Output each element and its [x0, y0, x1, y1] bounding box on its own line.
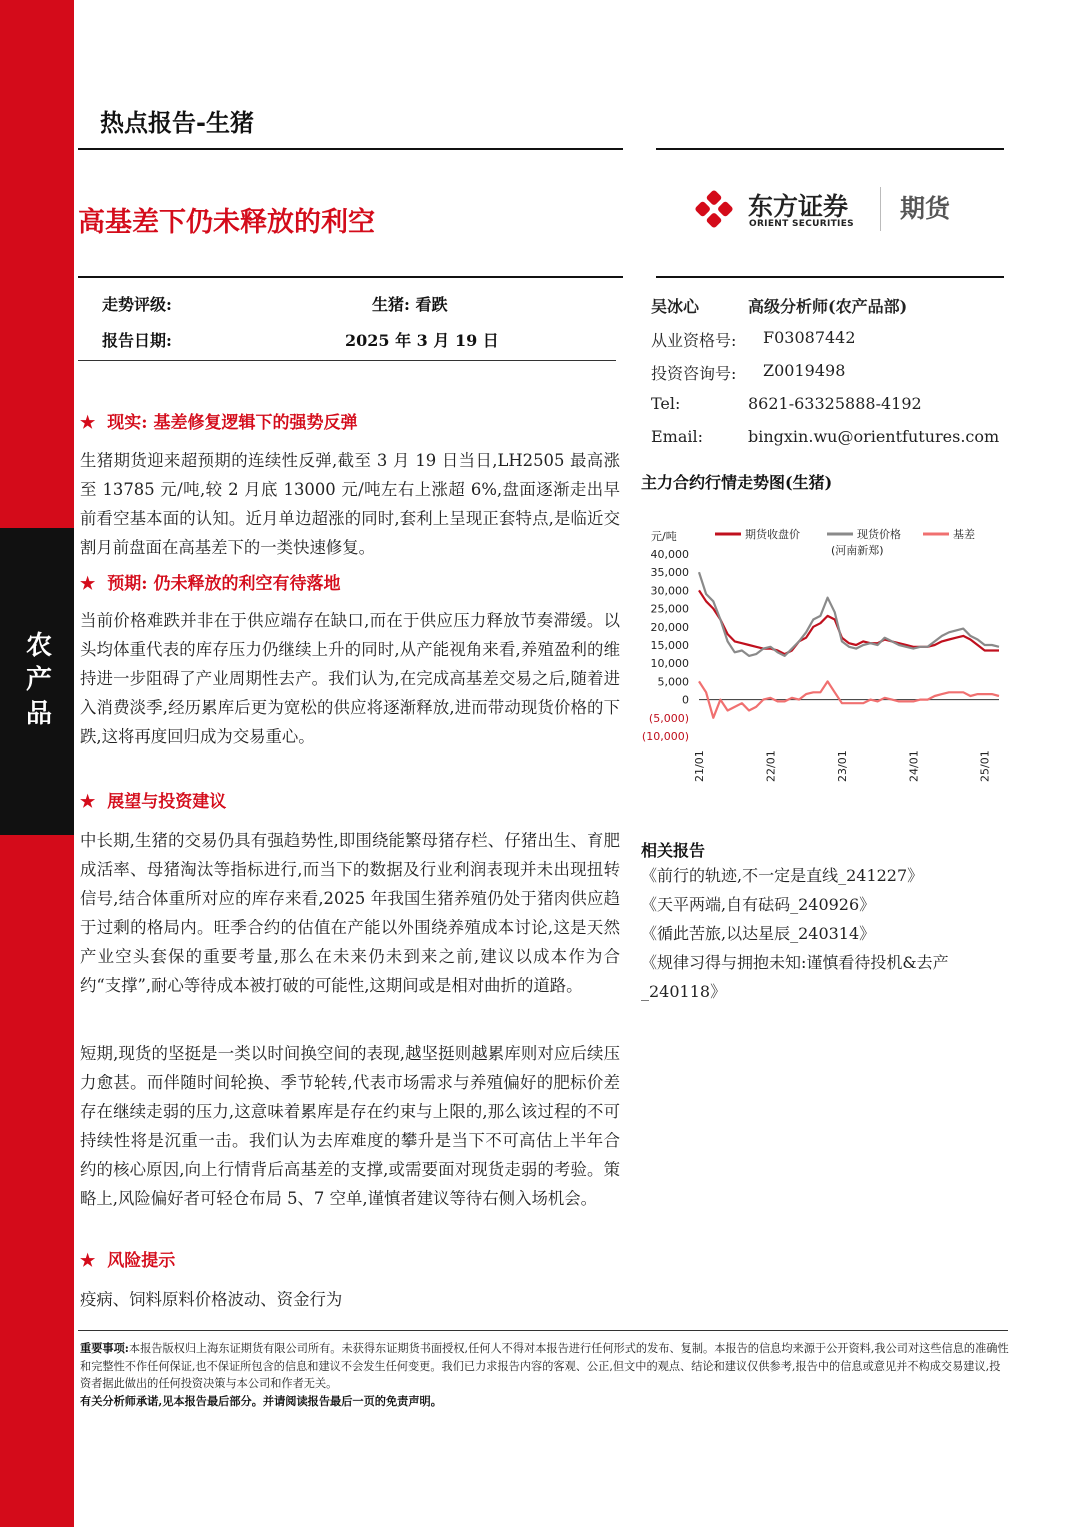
meta-rule-top-left	[78, 276, 623, 278]
consult-value: Z0019498	[763, 361, 846, 380]
y-tick-label: 5,000	[657, 675, 689, 689]
logo-mark-icon	[690, 185, 738, 233]
star-icon: ★	[80, 1251, 96, 1271]
star-icon: ★	[80, 574, 96, 594]
category-label: 农产品	[21, 630, 52, 733]
series-line-期货收盘价	[699, 590, 999, 654]
disclaimer-label: 重要事项:	[80, 1341, 129, 1355]
x-tick-label: 23/01	[835, 750, 849, 782]
related-report-1[interactable]: 《前行的轨迹,不一定是直线_241227》	[641, 866, 924, 885]
section-expectation-title: ★ 预期: 仍未释放的利空有待落地	[80, 574, 341, 594]
date-value: 2025 年 3 月 19 日	[345, 331, 499, 350]
section-risk-title: ★ 风险提示	[80, 1251, 176, 1271]
chart-caption: 主力合约行情走势图(生猪)	[641, 473, 833, 492]
section-reality-title: ★ 现实: 基差修复逻辑下的强势反弹	[80, 413, 358, 433]
tel-value: 8621-63325888-4192	[748, 394, 922, 413]
license-value: F03087442	[763, 328, 856, 347]
y-tick-label: 30,000	[650, 584, 689, 598]
chart-unit: 元/吨	[651, 530, 677, 543]
related-report-4[interactable]: 《规律习得与拥抱未知:谨慎看待投机&去产_240118》	[641, 953, 949, 1001]
y-tick-label: 10,000	[650, 657, 689, 671]
tel-label: Tel:	[651, 394, 681, 413]
rating-label: 走势评级:	[102, 295, 172, 314]
legend-label: 基差	[953, 528, 975, 541]
y-tick-label: (5,000)	[648, 711, 689, 725]
disclaimer-text: 本报告版权归上海东证期货有限公司所有。未获得东证期货书面授权,任何人不得对本报告进行任何形式的发布、复制。本报告的信息均来源于公开资料,我公司对这些信息的准确性和完整性不作任何保证,也不保证所包含的信息和建议不会发生任何变更。我们已力求报告内容的客观、公正,但文中的观点、结论和建议仅供参考,报告中的信息或意见并不构成交易建议,投资者据此做出的任何投资决策与本公司和作者无关。	[80, 1342, 1009, 1390]
meta-rule-top-right	[656, 276, 1004, 278]
y-tick-label: 25,000	[650, 602, 689, 616]
meta-rule-bottom	[78, 360, 616, 361]
related-heading: 相关报告	[641, 841, 706, 860]
y-tick-label: 40,000	[650, 548, 689, 561]
section-risk-text: 疫病、饲料原料价格波动、资金行为	[80, 1290, 343, 1309]
y-tick-label: 0	[682, 693, 689, 707]
consult-label: 投资咨询号:	[651, 364, 737, 383]
analyst-name: 吴冰心	[651, 297, 700, 316]
report-topic: 热点报告-生猪	[100, 109, 254, 137]
section-outlook-text-1: 中长期,生猪的交易仍具有强趋势性,即围绕能繁母猪存栏、仔猪出生、育肥成活率、母猪淘汰等指标进行,而当下的数据及行业利润表现并未出现扭转信号,结合体重所对应的库存来看,2025 年我国生猪养殖仍处于猪肉供应趋于过剩的格局内。旺季合约的估值在产能以外围绕养殖成本讨论,这是天然产业空头套保的重要考量,那么在未来仍未到来之前,建议以成本作为合约“支撑”,耐心等待成本被打破的可能性,这期间或是相对曲折的道路。	[80, 831, 620, 995]
y-tick-label: 15,000	[650, 639, 689, 652]
section-outlook-title: ★ 展望与投资建议	[80, 792, 227, 812]
header-rule-left	[78, 148, 623, 150]
analyst-title: 高级分析师(农产品部)	[748, 297, 908, 316]
y-tick-label: 35,000	[650, 566, 689, 580]
star-icon: ★	[80, 792, 96, 812]
x-tick-label: 24/01	[907, 750, 921, 782]
disclaimer	[80, 1340, 1010, 1410]
related-report-2[interactable]: 《天平两端,自有砝码_240926》	[641, 895, 876, 914]
star-icon: ★	[80, 413, 96, 433]
logo-divider	[880, 187, 881, 231]
legend-label: 现货价格	[857, 528, 901, 541]
section-outlook-text-2: 短期,现货的坚挺是一类以时间换空间的表现,越坚挺则越累库则对应后续压力愈甚。而伴随时间轮换、季节轮转,代表市场需求与养殖偏好的肥标价差存在继续走弱的压力,这意味着累库是存在约束与上限的,那么该过程的不可持续性将是沉重一击。我们认为去库难度的攀升是当下不可高估上半年合约的核心原因,向上行情背后高基差的支撑,或需要面对现货走弱的考验。策略上,风险偏好者可轻仓布局 5、7 空单,谨慎者建议等待右侧入场机会。	[80, 1044, 620, 1208]
footer-rule	[78, 1330, 1008, 1331]
y-tick-label: 20,000	[650, 620, 689, 634]
price-chart	[641, 518, 1011, 798]
legend-note: (河南新郑)	[831, 544, 884, 557]
company-logo	[690, 185, 990, 235]
page-title: 高基差下仍未释放的利空	[78, 207, 375, 238]
category-tab	[0, 528, 74, 835]
email-value[interactable]: bingxin.wu@orientfutures.com	[748, 427, 1000, 446]
email-label: Email:	[651, 427, 704, 446]
x-tick-label: 25/01	[978, 750, 992, 782]
license-label: 从业资格号:	[651, 331, 737, 350]
x-tick-label: 21/01	[693, 750, 706, 782]
x-tick-label: 22/01	[764, 750, 778, 782]
disclaimer-note: 有关分析师承诺,见本报告最后部分。并请阅读报告最后一页的免责声明。	[80, 1393, 442, 1408]
y-tick-label: (10,000)	[641, 730, 689, 743]
legend-label: 期货收盘价	[745, 528, 800, 541]
related-report-3[interactable]: 《循此苦旅,以达星辰_240314》	[641, 924, 876, 943]
logo-name-cn: 东方证券	[748, 192, 849, 221]
rating-value: 生猪: 看跌	[372, 295, 448, 314]
section-expectation-text: 当前价格难跌并非在于供应端存在缺口,而在于供应压力释放节奏滞缓。以头均体重代表的库存压力仍继续上升的同时,从产能视角来看,养殖盈利的维持进一步阻碍了产业周期性去产。我们认为,在完成高基差交易之后,随着进入消费淡季,经历累库后更为宽松的供应将逐渐释放,进而带动现货价格的下跌,这将再度回归成为交易重心。	[80, 611, 620, 746]
date-label: 报告日期:	[102, 331, 172, 350]
logo-name-en: ORIENT SECURITIES	[749, 219, 854, 229]
logo-division: 期货	[900, 194, 951, 223]
header-rule-right	[656, 148, 1004, 150]
section-reality-text: 生猪期货迎来超预期的连续性反弹,截至 3 月 19 日当日,LH2505 最高涨至 13785 元/吨,较 2 月底 13000 元/吨左右上涨超 6%,盘面逐渐走出早前看空基本面的认知。近月单边超涨的同时,套利上呈现正套特点,是临近交割月前盘面在高基差下的一类快速修复。	[80, 451, 620, 557]
